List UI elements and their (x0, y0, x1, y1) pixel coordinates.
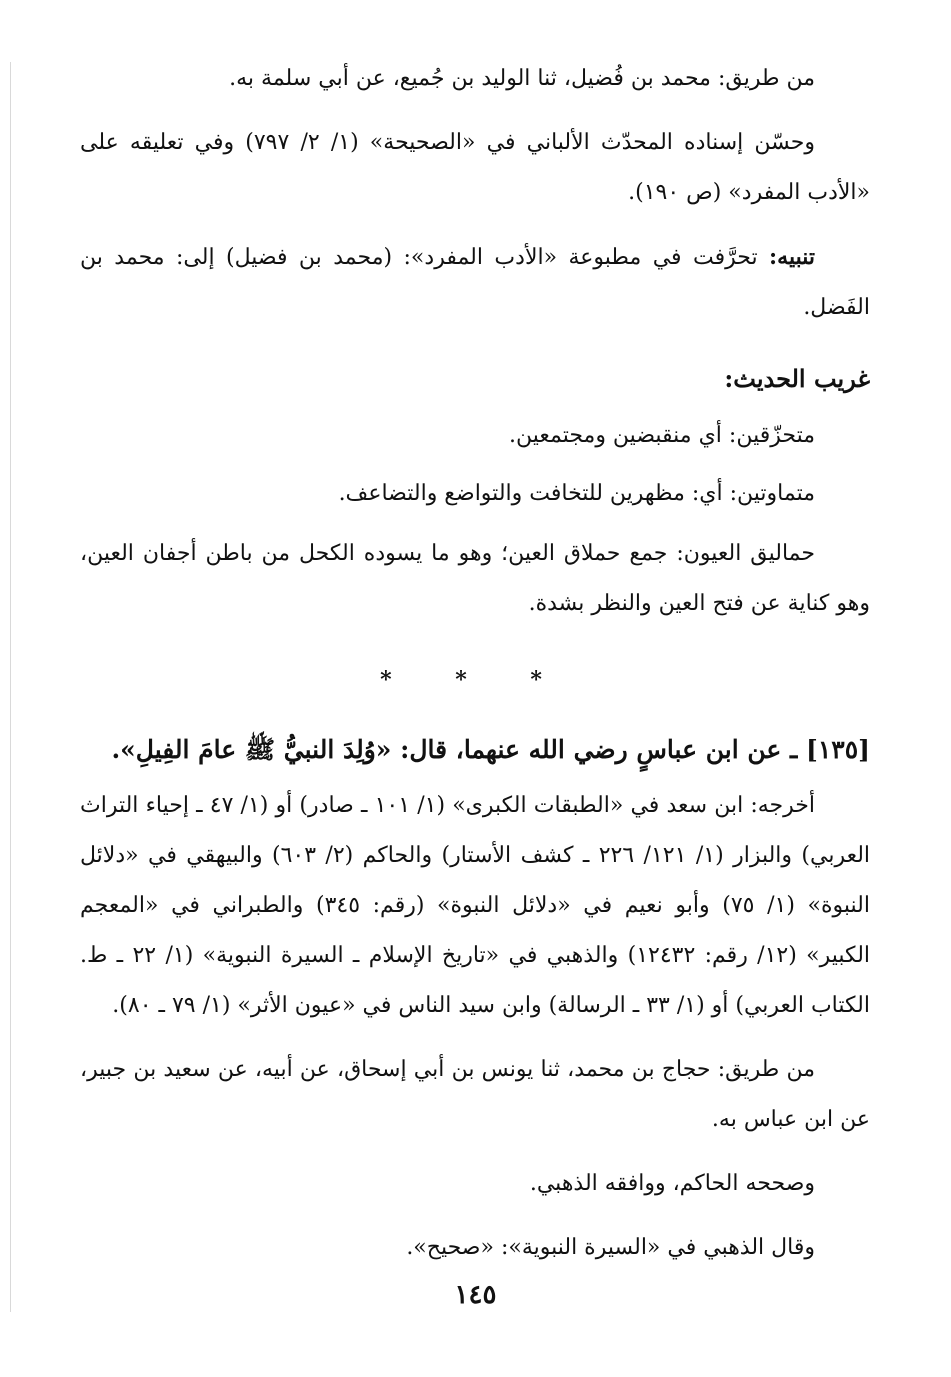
paragraph-source-chain: من طريق: محمد بن فُضيل، ثنا الوليد بن جُميع، عن أبي سلمة به. (229, 66, 815, 91)
gloss-hamaliq: حماليق العيون: جمع حملاق العين؛ وهو ما يسوده الكحل من باطن أجفان العين، وهو كناية عن فتح العين والنظر بشدة. (80, 541, 870, 616)
section-divider-stars: * * * (380, 667, 570, 693)
paragraph-dhahabi-grading: وقال الذهبي في «السيرة النبوية»: «صحيح». (406, 1235, 815, 1260)
paragraph-note (80, 232, 870, 333)
section-heading-gharib: غريب الحديث: (724, 364, 870, 393)
note-text: تحرَّفت في مطبوعة «الأدب المفرد»: (محمد بن فضيل) إلى: محمد بن الفَضل. (80, 245, 870, 320)
page-number: ١٤٥ (454, 1280, 497, 1310)
paragraph-isnad: من طريق: حجاج بن محمد، ثنا يونس بن أبي إسحاق، عن أبيه، عن سعيد بن جبير، عن ابن عباس به. (80, 1057, 870, 1132)
hadith-135: [١٣٥] ـ عن ابن عباسٍ رضي الله عنهما، قال: «وُلِدَ النبيُّ ﷺ عامَ الفِيلِ». (111, 735, 870, 764)
text-column (80, 54, 870, 1273)
gloss-mutamawitin: متماوتين: أي: مظهرين للتخافت والتواضع والتضاعف. (338, 481, 815, 506)
paragraph-takhrij: أخرجه: ابن سعد في «الطبقات الكبرى» (١/ ١٠١ ـ صادر) أو (١/ ٤٧ ـ إحياء التراث العربي) والبزار (١/ ١٢١/ ٢٢٦ ـ كشف الأستار) والحاكم (٢/ ٦٠٣) والبيهقي في «دلائل النبوة» (١/ ٧٥) وأبو نعيم في «دلائل النبوة» (رقم: ٣٤٥) والطبراني في «المعجم الكبير» (١٢/ رقم: ١٢٤٣٢) والذهبي في «تاريخ الإسلام ـ السيرة النبوية» (١/ ٢٢ ـ ط. الكتاب العربي) أو (١/ ٣٣ ـ الرسالة) وابن سيد الناس في «عيون الأثر» (١/ ٧٩ ـ ٨٠). (80, 793, 871, 1018)
note-label: تنبيه: (769, 244, 815, 270)
scan-edge-line (10, 62, 11, 1312)
gloss-mutahazziqin: متحزّقين: أي منقبضين ومجتمعين. (508, 423, 815, 448)
paragraph-hakim-grading: وصححه الحاكم، ووافقه الذهبي. (529, 1171, 815, 1196)
paragraph-albani-grading: وحسّن إسناده المحدّث الألباني في «الصحيحة» (١/ ٢/ ٧٩٧) وفي تعليقه على «الأدب المفرد» (ص ١٩٠). (80, 130, 870, 205)
